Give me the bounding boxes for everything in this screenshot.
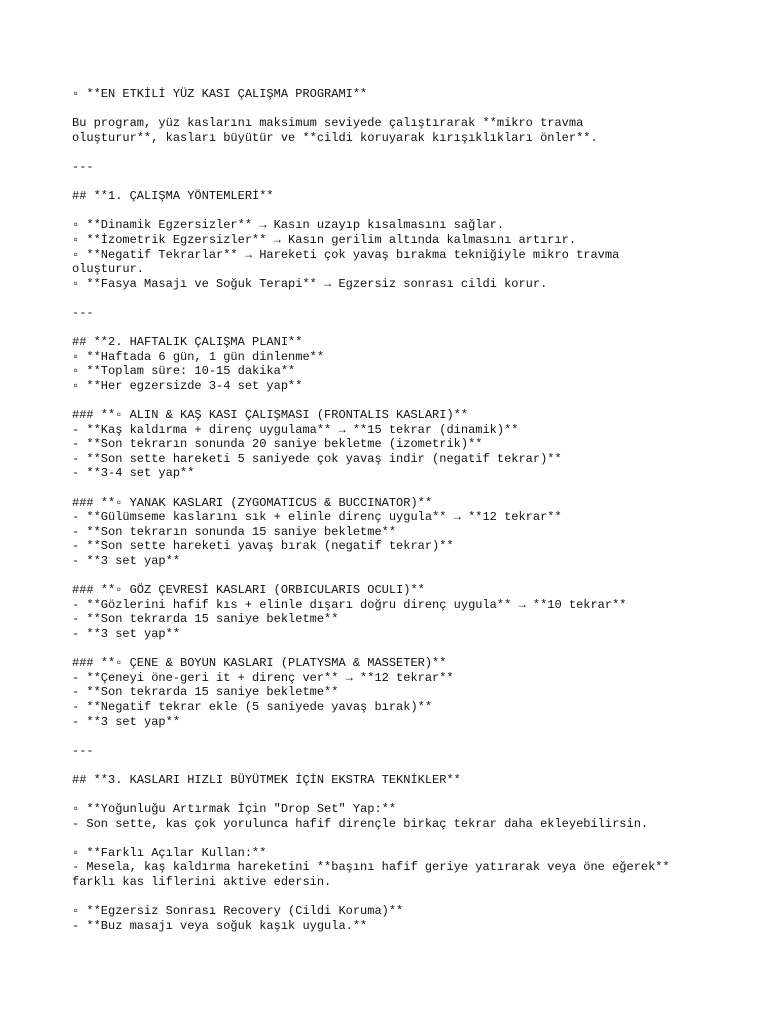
spacer [72,788,732,803]
spacer [72,642,732,657]
tip-title: ▫ **Farklı Açılar Kullan:** [72,845,267,860]
list-item: - **Gözlerini hafif kıs + elinle dışarı doğru direnç uygula** → **10 tekrar** [72,597,627,612]
intro-line-2: oluşturur**, kasları büyütür ve **cildi koruyarak kırışıklıkları önler**. [72,130,598,145]
tip-line: - Son sette, kas çok yorulunca hafif dirençle birkaç tekrar daha ekleyebilirsin. [72,816,649,831]
list-item: - **Son sette hareketi 5 saniyede çok yavaş indir (negatif tekrar)** [72,451,562,466]
separator: --- [72,743,94,758]
section-2-heading: ## **2. HAFTALIK ÇALIŞMA PLANI** [72,335,303,350]
list-item: - **3 set yap** [72,626,181,641]
list-item: - **Son tekrarın sonunda 15 saniye bekletme** [72,524,397,539]
list-item: - **Son tekrarda 15 saniye bekletme** [72,612,339,627]
exercise-heading-forehead: ### **▫ ALIN & KAŞ KASI ÇALIŞMASI (FRONTALIS KASLARI)** [72,408,469,423]
list-item: - **Son tekrarın sonunda 20 saniye bekletme (izometrik)** [72,437,483,452]
tip-title: ▫ **Egzersiz Sonrası Recovery (Cildi Koruma)** [72,904,404,919]
exercise-heading-eye: ### **▫ GÖZ ÇEVRESİ KASLARI (ORBICULARIS OCULI)** [72,583,425,598]
spacer [72,175,732,190]
list-item: - **Son tekrarda 15 saniye bekletme** [72,685,339,700]
list-item: ▫ **Fasya Masajı ve Soğuk Terapi** → Egzersiz sonrası cildi korur. [72,276,548,291]
tip-title: ▫ **Yoğunluğu Artırmak İçin "Drop Set" Yap:** [72,802,397,817]
list-item: - **3-4 set yap** [72,466,195,481]
section-1-heading: ## **1. ÇALIŞMA YÖNTEMLERİ** [72,189,274,204]
list-item: ▫ **Her egzersizde 3-4 set yap** [72,378,303,393]
spacer [72,321,732,336]
spacer [72,831,732,846]
spacer [72,204,732,219]
list-item: ▫ **Dinamik Egzersizler** → Kasın uzayıp kısalmasını sağlar. [72,218,505,233]
spacer [72,729,732,744]
tip-line: - **Buz masajı veya soğuk kaşık uygula.** [72,918,368,933]
spacer [72,569,732,584]
tip-line: farklı kas liflerini aktive edersin. [72,875,332,890]
list-item: - **Son sette hareketi yavaş bırak (negatif tekrar)** [72,539,454,554]
list-item: oluşturur. [72,262,145,277]
list-item: - **Kaş kaldırma + direnç uygulama** → **15 tekrar (dinamik)** [72,422,519,437]
spacer [72,890,732,905]
spacer [72,758,732,773]
spacer [72,102,732,117]
document-page [72,87,732,933]
list-item: ▫ **Negatif Tekrarlar** → Hareketi çok yavaş bırakma tekniğiyle mikro travma [72,247,620,262]
list-item: ▫ **Toplam süre: 10-15 dakika** [72,364,296,379]
section-3-heading: ## **3. KASLARI HIZLI BÜYÜTMEK İÇİN EKSTRA TEKNİKLER** [72,772,461,787]
separator: --- [72,305,94,320]
spacer [72,393,732,408]
list-item: - **Negatif tekrar ekle (5 saniyede yavaş bırak)** [72,699,433,714]
tip-line: - Mesela, kaş kaldırma hareketini **başını hafif geriye yatırarak veya öne eğerek** [72,860,670,875]
spacer [72,481,732,496]
list-item: - **Çeneyi öne-geri it + direnç ver** → **12 tekrar** [72,670,454,685]
intro-line-1: Bu program, yüz kaslarını maksimum seviyede çalıştırarak **mikro travma [72,116,584,131]
list-item: - **3 set yap** [72,554,181,568]
separator: --- [72,159,94,174]
list-item: ▫ **İzometrik Egzersizler** → Kasın gerilim altında kalmasını artırır. [72,232,577,247]
exercise-heading-cheek: ### **▫ YANAK KASLARI (ZYGOMATICUS & BUCCINATOR)** [72,495,433,510]
spacer [72,145,732,160]
list-item: - **Gülümseme kaslarını sık + elinle direnç uygula** → **12 tekrar** [72,510,562,525]
list-item: - **3 set yap** [72,714,181,729]
document-title: ▫ **EN ETKİLİ YÜZ KASI ÇALIŞMA PROGRAMI** [72,87,368,101]
exercise-heading-jaw: ### **▫ ÇENE & BOYUN KASLARI (PLATYSMA & MASSETER)** [72,656,447,671]
list-item: ▫ **Haftada 6 gün, 1 gün dinlenme** [72,349,325,364]
spacer [72,291,732,306]
